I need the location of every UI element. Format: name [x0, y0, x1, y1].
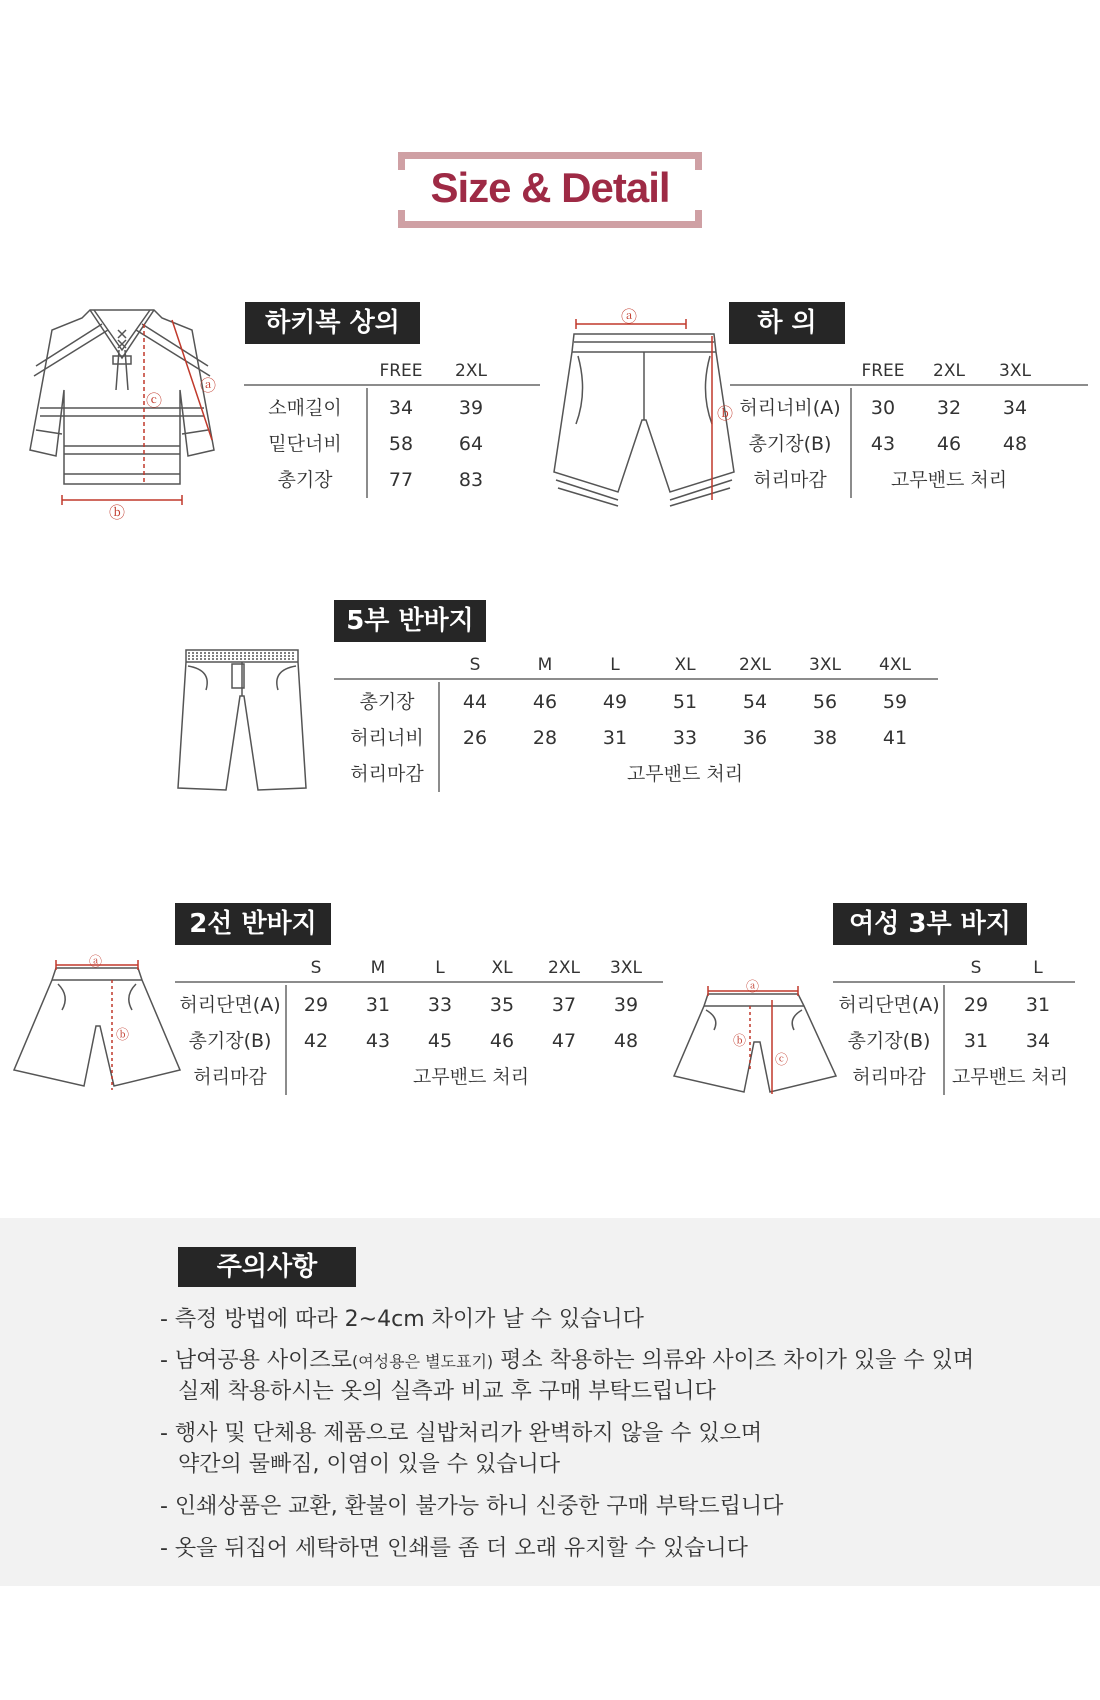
table-cell: 77 — [388, 469, 414, 491]
table-cell: 47 — [551, 1030, 577, 1052]
column-header: M — [537, 655, 553, 675]
column-header: 2XL — [548, 958, 580, 978]
column-header: M — [370, 958, 386, 978]
table-cell: 49 — [602, 691, 628, 713]
table-cell: 38 — [812, 727, 838, 749]
table-header — [334, 650, 938, 680]
table-row — [175, 1059, 657, 1095]
column-header: 3XL — [610, 958, 642, 978]
size-table-hockey-top — [244, 356, 540, 506]
table-cell: 59 — [882, 691, 908, 713]
section-label-notice: 주의사항 — [178, 1247, 356, 1287]
row-label: 허리단면(A) — [179, 994, 281, 1016]
row-label: 허리마감 — [193, 1066, 267, 1088]
table-cell: 34 — [388, 397, 414, 419]
women3-illustration — [674, 982, 836, 1098]
table-cell: 33 — [427, 994, 453, 1016]
column-header: 2XL — [933, 361, 965, 381]
notice-item: - 측정 방법에 따라 2~4cm 차이가 날 수 있습니다 — [160, 1307, 644, 1332]
measure-mark-b: ⓑ — [116, 1028, 130, 1043]
table-cell: 39 — [458, 397, 484, 419]
size-table-shorts5 — [334, 650, 938, 800]
section-header — [398, 152, 702, 228]
column-header: S — [970, 958, 982, 978]
table-row — [244, 462, 506, 498]
notice-text: - 남여공용 사이즈로 — [160, 1348, 352, 1373]
table-row — [334, 756, 930, 792]
section-label-hockey-top: 하키복 상의 — [245, 302, 420, 344]
notice-item — [160, 1345, 974, 1377]
table-cell: 33 — [672, 727, 698, 749]
row-label: 총기장 — [359, 691, 415, 713]
header-frame-top — [398, 152, 702, 159]
notice-text: 평소 착용하는 의류와 사이즈 차이가 있을 수 있며 — [493, 1348, 975, 1373]
table-cell: 46 — [936, 433, 962, 455]
column-header: 3XL — [999, 361, 1031, 381]
measure-mark-a: ⓐ — [89, 955, 103, 970]
table-cell: 48 — [1002, 433, 1028, 455]
table-row — [833, 1023, 1069, 1059]
table-row — [175, 1023, 657, 1059]
row-label: 허리마감 — [753, 469, 827, 491]
table-cell: 42 — [303, 1030, 329, 1052]
section-label-women3: 여성 3부 바지 — [833, 903, 1027, 945]
table-cell: 48 — [613, 1030, 639, 1052]
notice-text-small: (여성용은 별도표기) — [351, 1352, 494, 1371]
table-row — [730, 426, 1048, 462]
table-header — [730, 356, 1088, 386]
column-header: L — [610, 655, 620, 675]
table-header — [833, 953, 1075, 983]
size-table-women3 — [833, 953, 1075, 1103]
table-cell: 34 — [1002, 397, 1028, 419]
measure-mark-a: ⓐ — [621, 307, 638, 326]
row-label: 허리단면(A) — [838, 994, 940, 1016]
table-cell: 56 — [812, 691, 838, 713]
notice-item: - 행사 및 단체용 제품으로 실밥처리가 완벽하지 않을 수 있으며 — [160, 1421, 763, 1446]
column-header: L — [435, 958, 445, 978]
column-header: XL — [674, 655, 696, 675]
table-cell: 32 — [936, 397, 962, 419]
column-header: L — [1033, 958, 1043, 978]
notice-item: - 인쇄상품은 교환, 환불이 불가능 하니 신중한 구매 부탁드립니다 — [160, 1494, 784, 1519]
table-row — [730, 462, 1048, 498]
table-cell: 58 — [388, 433, 414, 455]
column-header: 4XL — [879, 655, 911, 675]
notice-item: - 옷을 뒤집어 세탁하면 인쇄를 좀 더 오래 유지할 수 있습니다 — [160, 1536, 748, 1561]
table-cell: 29 — [303, 994, 329, 1016]
hockey-top-illustration — [22, 300, 222, 520]
table-cell: 64 — [458, 433, 484, 455]
column-header: S — [310, 958, 322, 978]
section-label-bottoms: 하 의 — [729, 302, 845, 344]
table-row — [244, 426, 506, 462]
column-header: FREE — [861, 361, 905, 381]
table-cell: 54 — [742, 691, 768, 713]
measure-mark-a: ⓐ — [200, 376, 217, 395]
table-cell: 43 — [870, 433, 896, 455]
row-label: 소매길이 — [268, 397, 342, 419]
table-cell: 44 — [462, 691, 488, 713]
table-cell: 31 — [1025, 994, 1051, 1016]
column-header: XL — [491, 958, 513, 978]
measure-mark-c: ⓒ — [775, 1053, 789, 1068]
table-cell: 45 — [427, 1030, 453, 1052]
table-row — [334, 720, 930, 756]
column-header: 2XL — [455, 361, 487, 381]
table-cell: 고무밴드 처리 — [890, 469, 1008, 491]
table-cell: 34 — [1025, 1030, 1051, 1052]
table-row — [175, 987, 657, 1023]
section-label-shorts5: 5부 반바지 — [334, 600, 486, 642]
section-label-shorts2: 2선 반바지 — [175, 903, 331, 945]
table-cell: 31 — [963, 1030, 989, 1052]
notice-item-continuation: 약간의 물빠짐, 이염이 있을 수 있습니다 — [178, 1452, 560, 1477]
table-cell: 41 — [882, 727, 908, 749]
size-table-bottoms — [730, 356, 1088, 506]
measure-mark-c: ⓒ — [146, 391, 163, 410]
table-cell: 30 — [870, 397, 896, 419]
table-cell: 고무밴드 처리 — [412, 1066, 530, 1088]
table-cell: 35 — [489, 994, 515, 1016]
row-label: 총기장(B) — [188, 1030, 272, 1052]
row-label: 허리너비(A) — [739, 397, 841, 419]
row-label: 허리너비 — [350, 727, 424, 749]
size-table-shorts2 — [175, 953, 663, 1103]
column-header: 2XL — [739, 655, 771, 675]
bottoms-illustration — [554, 312, 734, 512]
page-title: Size & Detail — [430, 164, 670, 211]
table-cell: 43 — [365, 1030, 391, 1052]
table-row — [833, 1059, 1075, 1095]
measure-mark-b: ⓑ — [109, 503, 126, 522]
table-cell: 37 — [551, 994, 577, 1016]
table-cell: 31 — [602, 727, 628, 749]
row-label: 허리마감 — [350, 763, 424, 785]
header-frame-bottom — [398, 221, 702, 228]
shorts5-illustration — [172, 648, 312, 798]
table-cell: 26 — [462, 727, 488, 749]
table-cell: 31 — [365, 994, 391, 1016]
table-cell: 46 — [489, 1030, 515, 1052]
row-label: 밑단너비 — [268, 433, 342, 455]
column-header: S — [469, 655, 481, 675]
table-row — [334, 684, 930, 720]
table-cell: 39 — [613, 994, 639, 1016]
table-cell: 29 — [963, 994, 989, 1016]
shorts2-illustration — [14, 956, 180, 1098]
table-cell: 28 — [532, 727, 558, 749]
table-cell: 46 — [532, 691, 558, 713]
row-label: 허리마감 — [852, 1066, 926, 1088]
measure-mark-b: ⓑ — [717, 404, 734, 423]
table-cell: 51 — [672, 691, 698, 713]
row-label: 총기장 — [277, 469, 333, 491]
table-cell: 고무밴드 처리 — [626, 763, 744, 785]
table-row — [244, 390, 506, 426]
table-header — [175, 953, 663, 983]
table-cell: 36 — [742, 727, 768, 749]
row-label: 총기장(B) — [847, 1030, 931, 1052]
column-header: FREE — [379, 361, 423, 381]
row-label: 총기장(B) — [748, 433, 832, 455]
table-row — [730, 390, 1048, 426]
notice-item-continuation: 실제 착용하시는 옷의 실측과 비교 후 구매 부탁드립니다 — [178, 1379, 716, 1404]
table-cell: 고무밴드 처리 — [951, 1066, 1069, 1088]
measure-mark-a: ⓐ — [746, 980, 760, 995]
measure-mark-b: ⓑ — [733, 1034, 747, 1049]
column-header: 3XL — [809, 655, 841, 675]
table-row — [833, 987, 1069, 1023]
table-cell: 83 — [458, 469, 484, 491]
table-header — [244, 356, 540, 386]
